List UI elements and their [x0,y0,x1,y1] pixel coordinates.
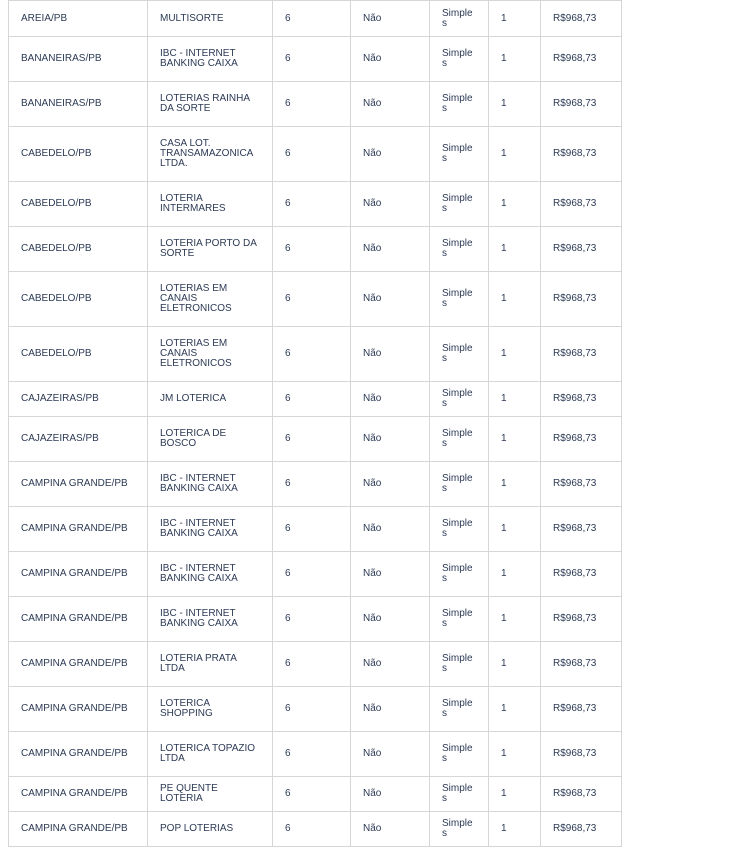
loterica-cell: PE QUENTE LOTERIA [148,777,273,812]
cotas-cell: 1 [489,182,541,227]
table-row [9,127,622,182]
loterica-cell: LOTERIAS RAINHA DA SORTE [148,82,273,127]
loterica-cell: IBC - INTERNET BANKING CAIXA [148,552,273,597]
premio-cell: R$968,73 [541,82,622,127]
teimosinha-cell: Não [351,462,430,507]
cotas-cell: 1 [489,462,541,507]
premio-cell: R$968,73 [541,597,622,642]
municipio-cell: CAJAZEIRAS/PB [9,417,148,462]
cotas-cell: 1 [489,382,541,417]
teimosinha-cell: Não [351,597,430,642]
teimosinha-cell: Não [351,227,430,272]
dezenas-cell: 6 [273,597,351,642]
dezenas-cell: 6 [273,812,351,847]
premio-cell: R$968,73 [541,462,622,507]
premio-cell: R$968,73 [541,507,622,552]
teimosinha-cell: Não [351,687,430,732]
tipo-aposta-cell: Simples [430,777,489,812]
loterica-cell: LOTERIA PORTO DA SORTE [148,227,273,272]
loterica-cell: JM LOTERICA [148,382,273,417]
cotas-cell: 1 [489,1,541,37]
municipio-cell: BANANEIRAS/PB [9,37,148,82]
dezenas-cell: 6 [273,227,351,272]
loterica-cell: POP LOTERIAS [148,812,273,847]
table-row [9,327,622,382]
tipo-aposta-cell: Simples [430,272,489,327]
dezenas-cell: 6 [273,382,351,417]
table-row [9,417,622,462]
premio-cell: R$968,73 [541,327,622,382]
municipio-cell: AREIA/PB [9,1,148,37]
teimosinha-cell: Não [351,732,430,777]
cotas-cell: 1 [489,597,541,642]
table-row [9,462,622,507]
cotas-cell: 1 [489,687,541,732]
cotas-cell: 1 [489,812,541,847]
tipo-aposta-cell: Simples [430,127,489,182]
table-row [9,227,622,272]
loterica-cell: LOTERICA SHOPPING [148,687,273,732]
cotas-cell: 1 [489,507,541,552]
municipio-cell: CAMPINA GRANDE/PB [9,507,148,552]
tipo-aposta-cell: Simples [430,327,489,382]
table-row [9,777,622,812]
dezenas-cell: 6 [273,462,351,507]
loterica-cell: LOTERIA INTERMARES [148,182,273,227]
loterica-cell: IBC - INTERNET BANKING CAIXA [148,37,273,82]
municipio-cell: BANANEIRAS/PB [9,82,148,127]
premio-cell: R$968,73 [541,417,622,462]
cotas-cell: 1 [489,272,541,327]
tipo-aposta-cell: Simples [430,382,489,417]
dezenas-cell: 6 [273,642,351,687]
tipo-aposta-cell: Simples [430,417,489,462]
table-row [9,382,622,417]
tipo-aposta-cell: Simples [430,732,489,777]
table-row [9,597,622,642]
loterica-cell: LOTERIAS EM CANAIS ELETRONICOS [148,272,273,327]
winners-table [8,0,622,847]
premio-cell: R$968,73 [541,382,622,417]
municipio-cell: CAMPINA GRANDE/PB [9,642,148,687]
teimosinha-cell: Não [351,812,430,847]
table-row [9,182,622,227]
tipo-aposta-cell: Simples [430,597,489,642]
teimosinha-cell: Não [351,82,430,127]
cotas-cell: 1 [489,642,541,687]
municipio-cell: CAMPINA GRANDE/PB [9,462,148,507]
loterica-cell: LOTERICA TOPAZIO LTDA [148,732,273,777]
premio-cell: R$968,73 [541,182,622,227]
teimosinha-cell: Não [351,272,430,327]
dezenas-cell: 6 [273,127,351,182]
premio-cell: R$968,73 [541,777,622,812]
teimosinha-cell: Não [351,777,430,812]
tipo-aposta-cell: Simples [430,552,489,597]
municipio-cell: CAMPINA GRANDE/PB [9,552,148,597]
table-row [9,812,622,847]
loterica-cell: IBC - INTERNET BANKING CAIXA [148,597,273,642]
municipio-cell: CAMPINA GRANDE/PB [9,732,148,777]
teimosinha-cell: Não [351,417,430,462]
tipo-aposta-cell: Simples [430,462,489,507]
dezenas-cell: 6 [273,777,351,812]
municipio-cell: CABEDELO/PB [9,227,148,272]
premio-cell: R$968,73 [541,732,622,777]
tipo-aposta-cell: Simples [430,182,489,227]
municipio-cell: CAMPINA GRANDE/PB [9,597,148,642]
teimosinha-cell: Não [351,127,430,182]
tipo-aposta-cell: Simples [430,642,489,687]
loterica-cell: LOTERIA PRATA LTDA [148,642,273,687]
tipo-aposta-cell: Simples [430,812,489,847]
cotas-cell: 1 [489,37,541,82]
tipo-aposta-cell: Simples [430,37,489,82]
teimosinha-cell: Não [351,507,430,552]
premio-cell: R$968,73 [541,37,622,82]
table-row [9,272,622,327]
cotas-cell: 1 [489,777,541,812]
premio-cell: R$968,73 [541,552,622,597]
table-row [9,642,622,687]
cotas-cell: 1 [489,82,541,127]
loterica-cell: CASA LOT. TRANSAMAZONICA LTDA. [148,127,273,182]
dezenas-cell: 6 [273,272,351,327]
municipio-cell: CAMPINA GRANDE/PB [9,777,148,812]
cotas-cell: 1 [489,732,541,777]
dezenas-cell: 6 [273,552,351,597]
dezenas-cell: 6 [273,37,351,82]
municipio-cell: CAMPINA GRANDE/PB [9,687,148,732]
teimosinha-cell: Não [351,552,430,597]
dezenas-cell: 6 [273,82,351,127]
table-row [9,37,622,82]
cotas-cell: 1 [489,327,541,382]
tipo-aposta-cell: Simples [430,1,489,37]
loterica-cell: MULTISORTE [148,1,273,37]
dezenas-cell: 6 [273,507,351,552]
premio-cell: R$968,73 [541,1,622,37]
table-row [9,687,622,732]
dezenas-cell: 6 [273,732,351,777]
cotas-cell: 1 [489,127,541,182]
dezenas-cell: 6 [273,687,351,732]
dezenas-cell: 6 [273,182,351,227]
teimosinha-cell: Não [351,327,430,382]
municipio-cell: CABEDELO/PB [9,272,148,327]
cotas-cell: 1 [489,227,541,272]
premio-cell: R$968,73 [541,127,622,182]
teimosinha-cell: Não [351,642,430,687]
municipio-cell: CAMPINA GRANDE/PB [9,812,148,847]
loterica-cell: IBC - INTERNET BANKING CAIXA [148,507,273,552]
loterica-cell: LOTERICA DE BOSCO [148,417,273,462]
teimosinha-cell: Não [351,37,430,82]
cotas-cell: 1 [489,417,541,462]
municipio-cell: CABEDELO/PB [9,327,148,382]
premio-cell: R$968,73 [541,687,622,732]
premio-cell: R$968,73 [541,227,622,272]
municipio-cell: CABEDELO/PB [9,127,148,182]
municipio-cell: CAJAZEIRAS/PB [9,382,148,417]
premio-cell: R$968,73 [541,272,622,327]
table-row [9,507,622,552]
table-row [9,82,622,127]
table-row [9,552,622,597]
loterica-cell: LOTERIAS EM CANAIS ELETRONICOS [148,327,273,382]
cotas-cell: 1 [489,552,541,597]
municipio-cell: CABEDELO/PB [9,182,148,227]
tipo-aposta-cell: Simples [430,687,489,732]
teimosinha-cell: Não [351,182,430,227]
tipo-aposta-cell: Simples [430,227,489,272]
loterica-cell: IBC - INTERNET BANKING CAIXA [148,462,273,507]
teimosinha-cell: Não [351,382,430,417]
dezenas-cell: 6 [273,417,351,462]
tipo-aposta-cell: Simples [430,82,489,127]
table-row [9,1,622,37]
winners-table-body [9,1,622,847]
premio-cell: R$968,73 [541,812,622,847]
tipo-aposta-cell: Simples [430,507,489,552]
teimosinha-cell: Não [351,1,430,37]
dezenas-cell: 6 [273,327,351,382]
table-row [9,732,622,777]
dezenas-cell: 6 [273,1,351,37]
premio-cell: R$968,73 [541,642,622,687]
